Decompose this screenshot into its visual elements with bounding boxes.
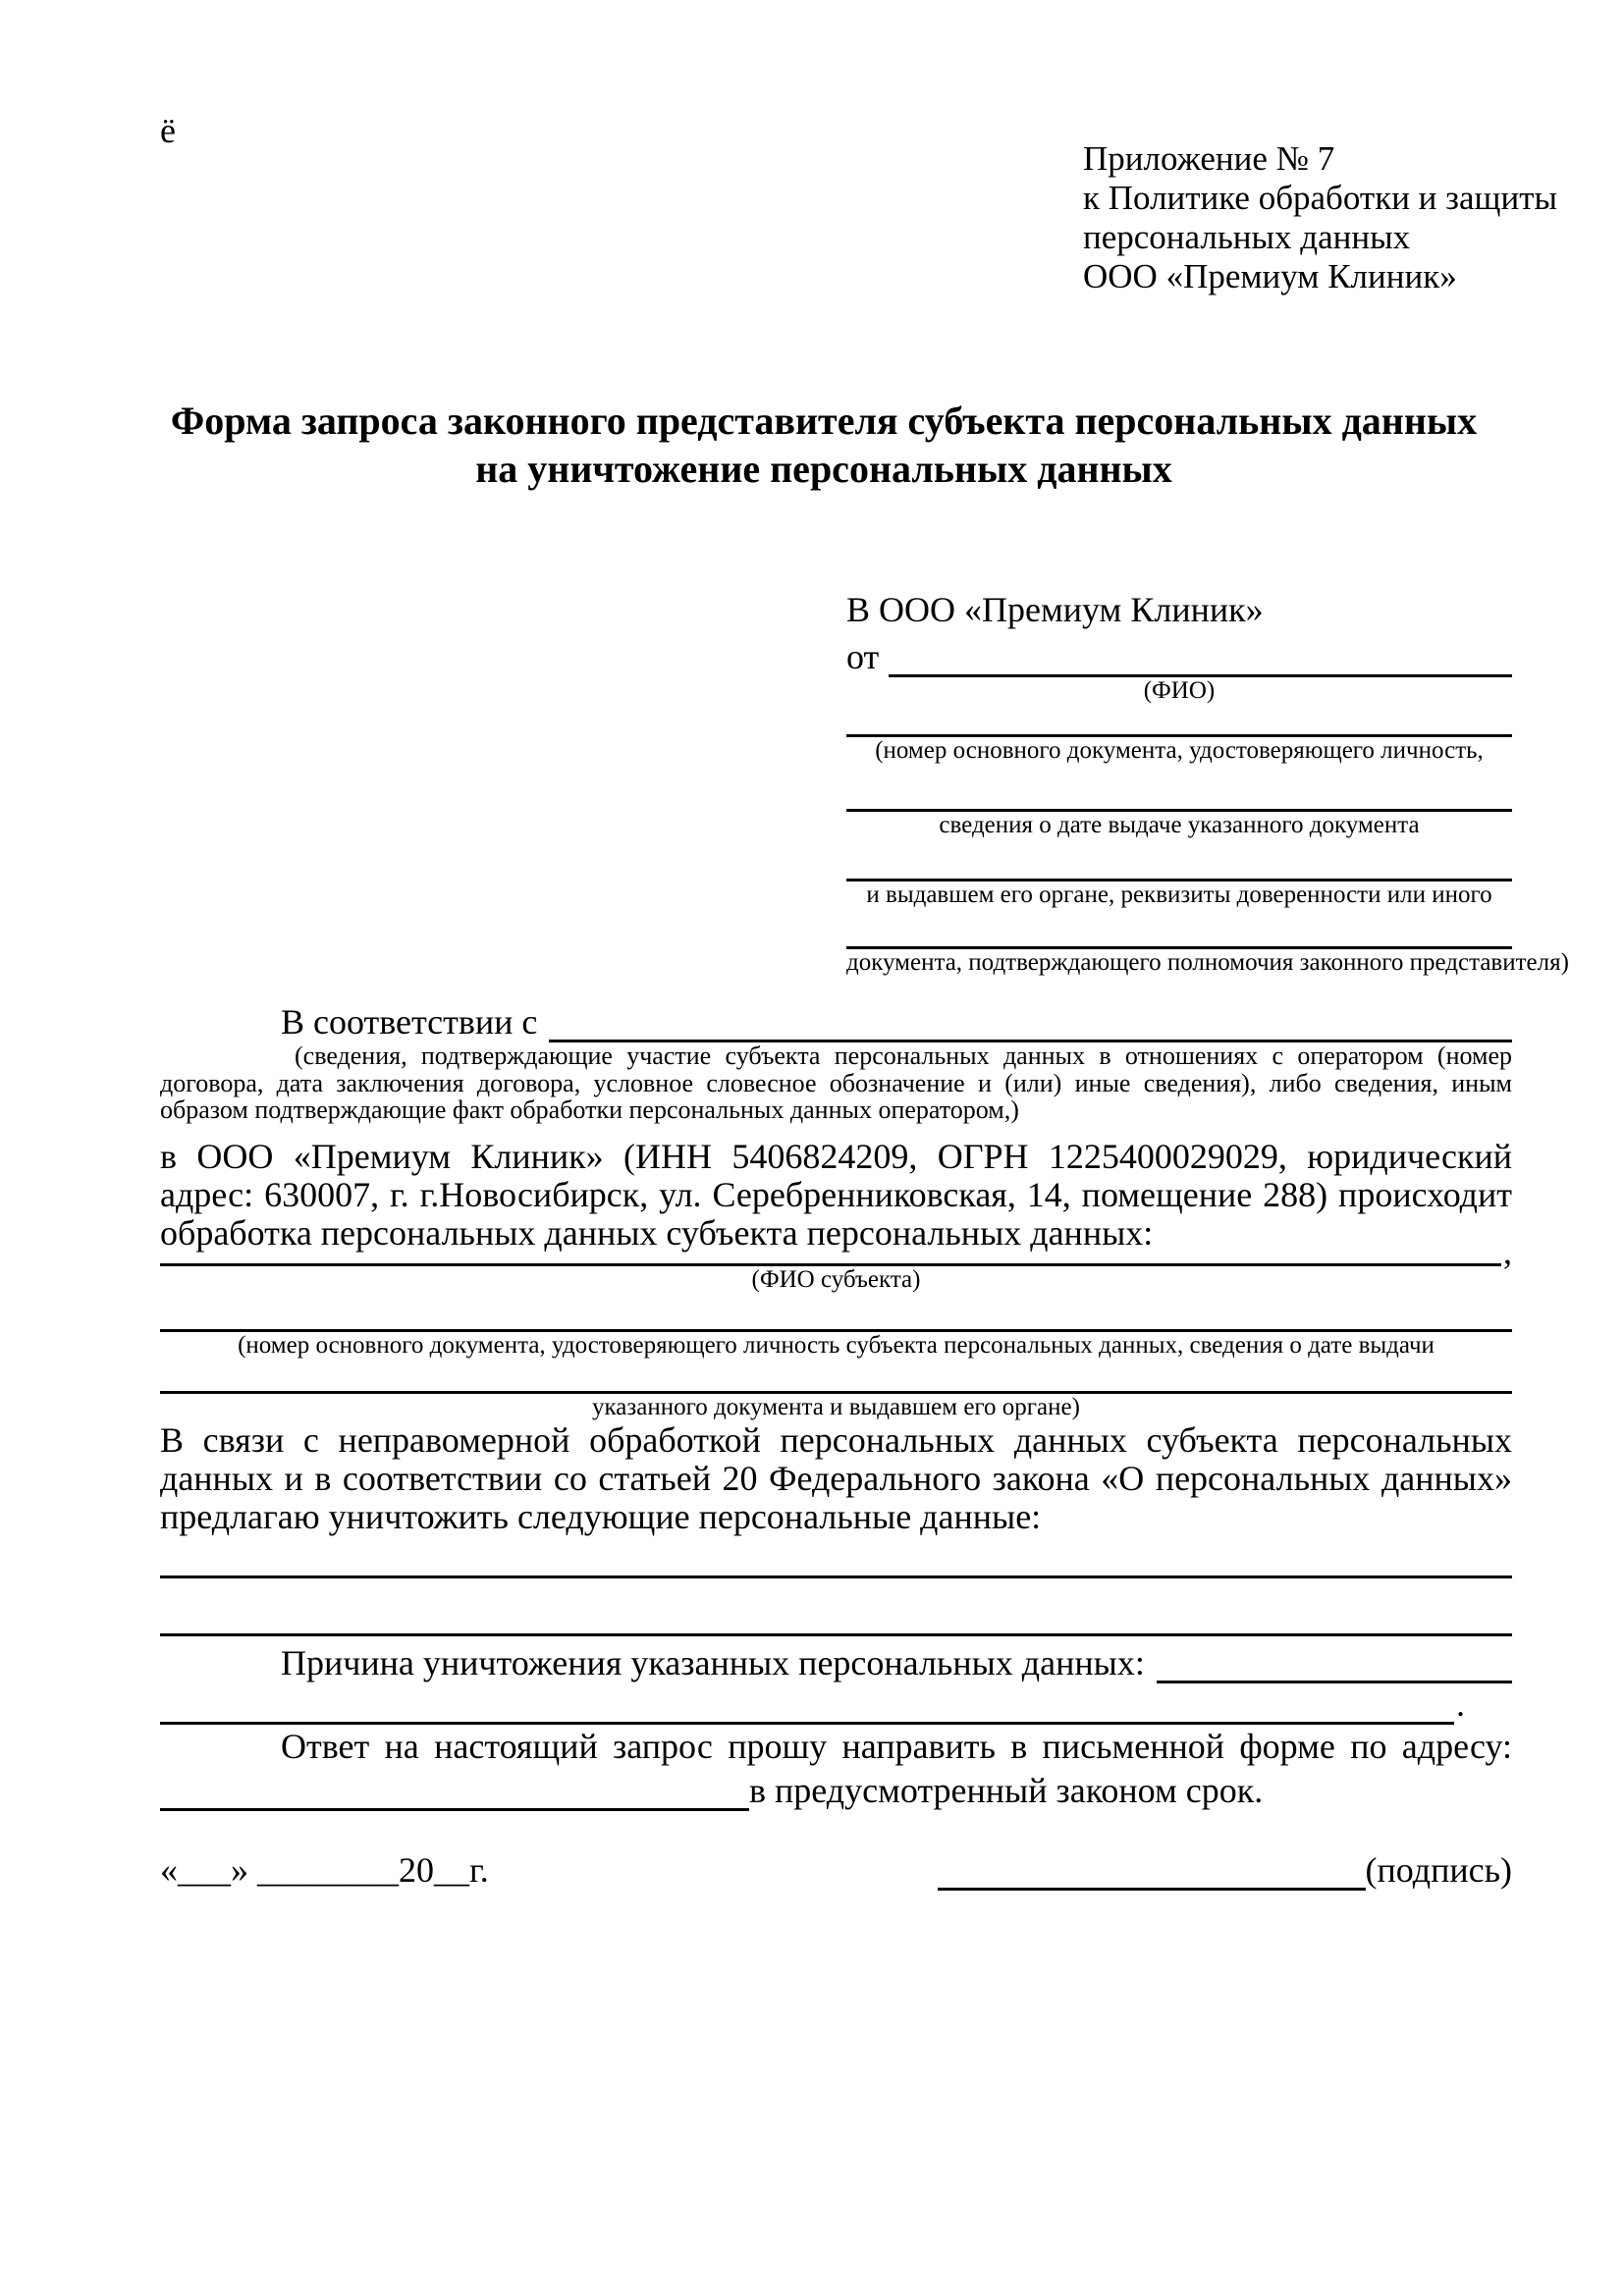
title-line-1: Форма запроса законного представителя субъекта персональных данных [170,399,1478,443]
reason-continuation-row [160,1683,1512,1725]
relation-proof-note: (сведения, подтверждающие участие субъекта персональных данных в отношениях с оператором (номер договора, дата заключения договора, условное словесное обозначение и (или) иные сведения), либо сведения, иным образом подтверждающие факт обработки персональных данных оператором,) [160,1041,1512,1124]
issuing-authority-caption: и выдавшем его органе, реквизиты доверенности или иного [866,881,1492,908]
according-label: В соответствии с [281,1002,538,1041]
subject-document-blank-line-2 [160,1360,1512,1394]
reason-label: Причина уничтожения указанных персональных данных: [281,1642,1145,1682]
recipient-organization: В ООО «Премиум Клиник» [846,590,1264,629]
signature-blank-line [938,1888,1366,1891]
subject-document-blank-line [160,1294,1512,1332]
answer-term-row [160,1768,1512,1811]
appendix-line-4: ООО «Премиум Клиник» [1083,257,1457,295]
recipient-block [846,589,1569,977]
issue-date-blank-line [846,765,1512,812]
signature-group [938,1849,1512,1891]
address-blank-line [160,1808,749,1811]
subject-fio-caption: (ФИО субъекта) [751,1265,921,1293]
subject-document-caption-2: указанного документа и выдавшем его органе) [592,1393,1080,1420]
fio-caption: (ФИО) [1143,677,1216,704]
data-list-blank-line-2 [160,1578,1512,1636]
issue-date-caption: сведения о дате выдаче указанного документа [939,812,1420,838]
appendix-line-1: Приложение № 7 [1083,139,1335,178]
stray-char: ё [160,111,176,150]
from-label: от [846,637,880,676]
appendix-block [1083,139,1557,296]
date-blank-text: «___» ________20__г. [160,1850,489,1890]
demand-paragraph: В связи с неправомерной обработкой персональных данных субъекта персональных данных и в соответствии со статьей 20 Федерального закона «О персональных данных» предлагаю уничтожить следующие персональные данные: [160,1419,1512,1536]
subject-fio-blank-row [160,1231,1512,1271]
answer-address-line: Ответ на настоящий запрос прошу направить в письменной форме по адресу: [281,1726,1512,1766]
footer-row [160,1845,1512,1891]
authority-document-caption: документа, подтверждающего полномочия законного представителя) [846,949,1569,976]
trailing-period: . [1456,1683,1465,1724]
operator-paragraph: в ООО «Премиум Клиник» (ИНН 5406824209, ОГРН 1225400029029, юридический адрес: 630007, г. г.Новосибирск, ул. Серебренниковская, 14, помещение 288) происходит обработка персональных данных субъекта персональных данных: [160,1136,1512,1253]
title-line-2: на уничтожение персональных данных [475,447,1172,491]
reason-row [160,1640,1512,1683]
document-title [135,397,1512,493]
according-row [160,1001,1512,1042]
document-number-blank-line [846,705,1512,737]
subject-document-caption: (номер основного документа, удостоверяющего личность субъекта персональных данных, сведения о дате выдачи [238,1331,1435,1359]
authority-document-blank-line [846,909,1512,949]
appendix-line-3: персональных данных [1083,218,1411,256]
document-number-caption: (номер основного документа, удостоверяющего личность, [875,737,1484,764]
trailing-comma: , [1503,1231,1512,1271]
data-list-blank-line-1 [160,1536,1512,1578]
issuing-authority-blank-line [846,839,1512,881]
from-row [846,634,1512,677]
signature-caption: (подпись) [1365,1850,1512,1890]
answer-term-text: в предусмотренный законом срок. [749,1770,1264,1810]
appendix-line-2: к Политике обработки и защиты [1083,179,1558,217]
main-body [160,1001,1512,1811]
